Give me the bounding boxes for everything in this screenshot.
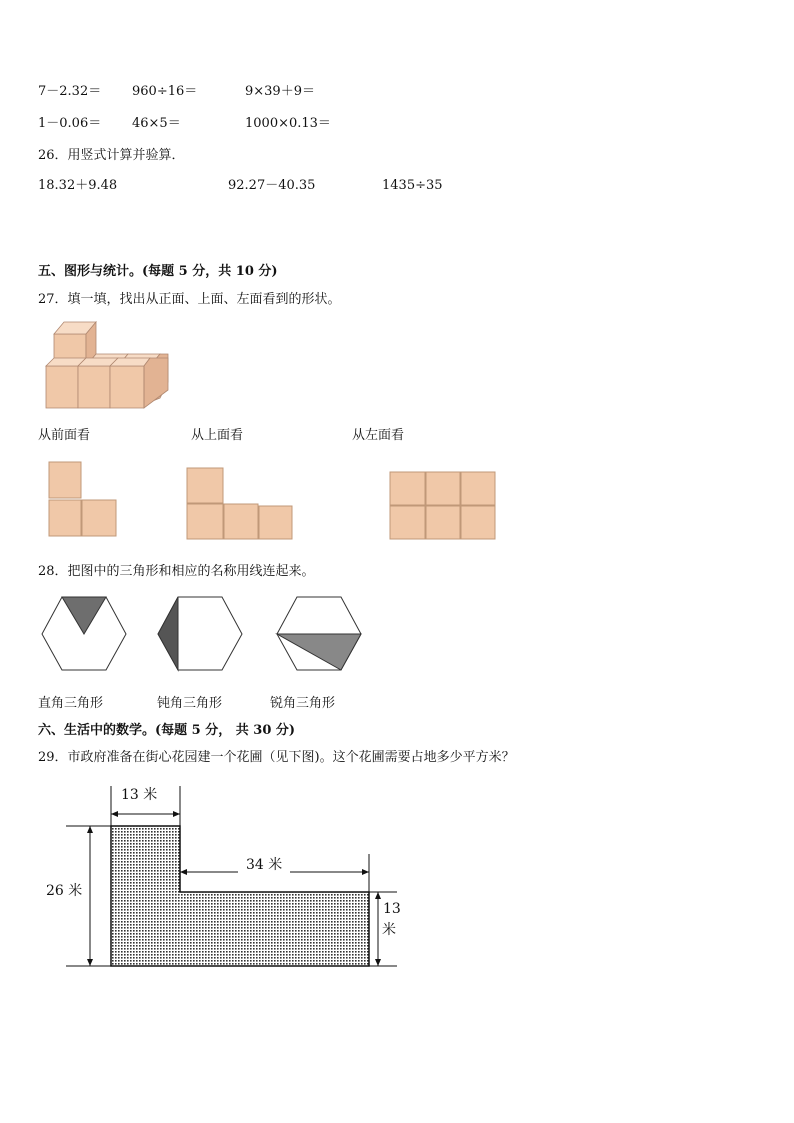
garden-diagram	[40, 780, 400, 975]
top-view-shape	[186, 467, 294, 541]
calc-2-3: 1000×0.13＝	[245, 116, 331, 131]
triangle-label-obtuse: 钝角三角形	[157, 696, 223, 711]
dim-left: 26 米	[46, 883, 83, 899]
section6-title: 六、生活中的数学。(每题 5 分， 共 30 分)	[38, 723, 296, 738]
q27-prompt: 27．填一填，找出从正面、上面、左面看到的形状。	[38, 292, 341, 307]
dim-top: 13 米	[121, 787, 158, 803]
q28-prompt: 28．把图中的三角形和相应的名称用线连起来。	[38, 564, 315, 579]
q27-cube-figure	[40, 318, 172, 412]
q26-item-2: 92.27－40.35	[228, 178, 316, 193]
calc-1-3: 9×39＋9＝	[245, 84, 315, 99]
dim-right-number: 13	[383, 901, 401, 917]
view-label-left: 从左面看	[352, 428, 405, 443]
front-view-shape	[48, 461, 118, 539]
section5-title: 五、图形与统计。(每题 5 分，共 10 分)	[38, 264, 278, 279]
hexagon-3	[275, 596, 363, 672]
dim-middle: 34 米	[246, 857, 283, 873]
view-label-top: 从上面看	[191, 428, 244, 443]
dim-right-unit: 米	[382, 922, 396, 938]
view-label-front: 从前面看	[38, 428, 91, 443]
q29-prompt: 29．市政府准备在街心花园建一个花圃（见下图)。这个花圃需要占地多少平方米？	[38, 750, 515, 765]
triangle-label-right: 直角三角形	[38, 696, 104, 711]
q26-prompt: 26．用竖式计算并验算．	[38, 148, 185, 163]
hexagon-2	[156, 596, 244, 672]
calc-1-1: 7－2.32＝	[38, 84, 102, 99]
calc-2-1: 1－0.06＝	[38, 116, 102, 131]
q26-item-3: 1435÷35	[382, 178, 443, 193]
q26-item-1: 18.32＋9.48	[38, 178, 118, 193]
calc-1-2: 960÷16＝	[132, 84, 198, 99]
hexagon-1	[40, 596, 128, 672]
left-view-shape	[389, 471, 497, 541]
calc-2-2: 46×5＝	[132, 116, 181, 131]
triangle-label-acute: 锐角三角形	[270, 696, 336, 711]
